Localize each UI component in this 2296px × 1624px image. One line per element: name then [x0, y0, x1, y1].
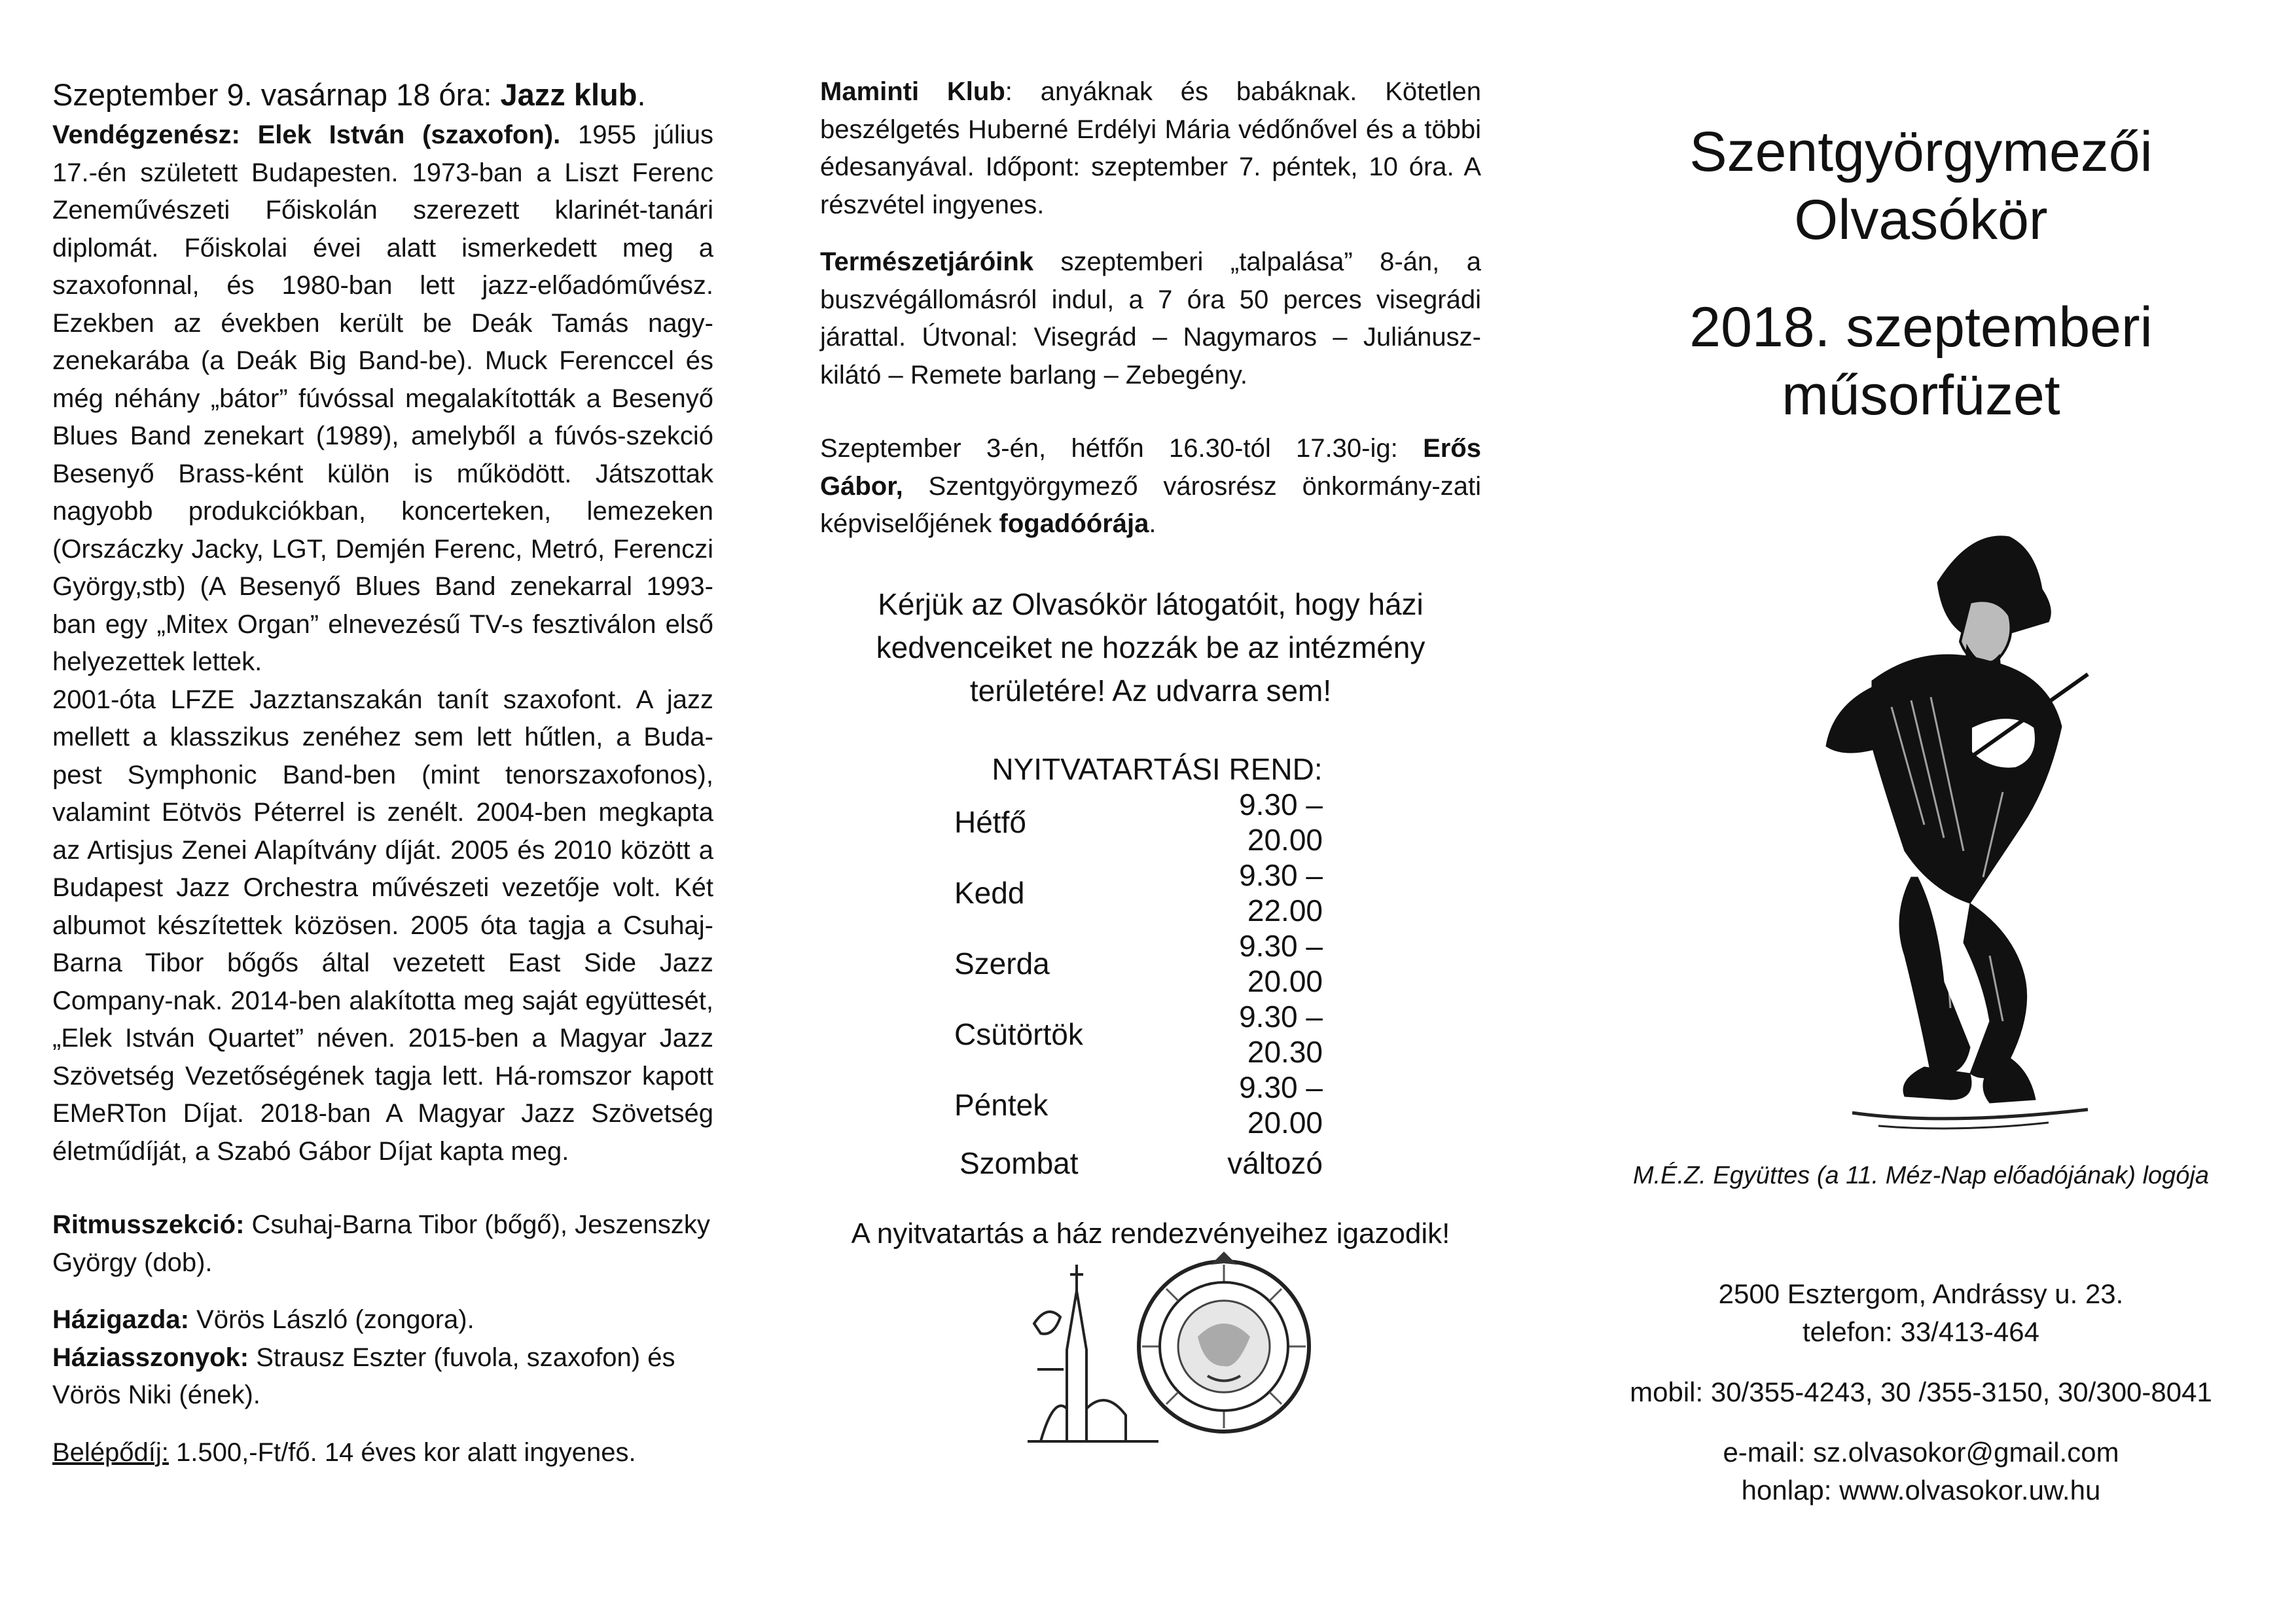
guest-bio-continued: 2001-óta LFZE Jazztanszakán tanít szaxofont. A jazz mellett a klasszikus zenéhez sem lett hűtlen, a Buda-pest Symphonic Band-ben (mint tenorszaxofonos), valamint Eötvös Péterrel is zenélt. 2004-ben megkapta az Artisjus Zenei Alapítvány díját. 2005 és 2010 között a Budapest Jazz Orchestra művészeti vezetője volt. Két albumot készítettek közösen. 2005 óta tagja a Csuhaj-Barna Tibor bőgős által vezetett East Side Jazz Company-nak. 2014-ben alakította meg saját együttesét, „Elek István Quartet” néven. 2015-ben a Magyar Jazz Szövetség Vezetőségének tagja lett. Há-romszor kapott EMeRTon Díjat. 2018-ban A Magyar Jazz Szövetség életműdíját, a Szabó Gábor Díjat kapta meg. — [52, 685, 713, 1166]
mobile: mobil: 30/355-4243, 30 /355-3150, 30/300-8041 — [1630, 1377, 2212, 1407]
hikers: Természetjáróink szeptemberi „talpalása” 8-án, a buszvégállomásról indul, a 7 óra 50 perces visegrádi járattal. Útvonal: Visegrád – Nagymaros – Juliánusz-kilátó – Remete barlang – Zebegény. — [820, 247, 1481, 389]
phone: telefon: 33/413-464 — [1803, 1316, 2039, 1347]
hours-row: Szombat változó — [960, 1146, 1323, 1180]
maminti-club: Maminti Klub: anyáknak és babáknak. Kötetlen beszélgetés Huberné Erdélyi Mária védőnővel és a többi édesanyával. Időpont: szeptember 7. péntek, 10 óra. A részvétel ingyenes. — [820, 77, 1481, 219]
fiddler-logo-illustration — [1774, 511, 2140, 1139]
host: Házigazda: Vörös László (zongora). — [52, 1305, 475, 1334]
hours-row: Kedd 9.30 – 22.00 — [954, 857, 1323, 928]
opening-hours-table — [954, 787, 1323, 1186]
hours-title: NYITVATARTÁSI REND: — [992, 751, 1323, 786]
jazz-club-heading: Szeptember 9. vasárnap 18 óra: Jazz klub. — [52, 77, 646, 112]
pets-notice: Kérjük az Olvasókör látogatóit, hogy házi kedvenceiket ne hozzák be az intézmény területére! Az udvarra sem! — [876, 586, 1426, 708]
logo-caption: M.É.Z. Együttes (a 11. Méz-Nap előadójának) logója — [1632, 1162, 2210, 1189]
entry-fee: Belépődíj: 1.500,-Ft/fő. 14 éves kor alatt ingyenes. — [52, 1437, 636, 1467]
column-jazz-club — [52, 73, 713, 1471]
seal-stamp-illustration — [1028, 1252, 1329, 1448]
hours-row: Csütörtök 9.30 – 20.30 — [954, 999, 1323, 1069]
email: e-mail: sz.olvasokor@gmail.com — [1723, 1437, 2119, 1468]
column-cover — [1590, 0, 2251, 1506]
hours-row: Hétfő 9.30 – 20.00 — [954, 787, 1323, 857]
address: 2500 Esztergom, Andrássy u. 23. — [1718, 1278, 2124, 1309]
guest-label: Vendégzenész: Elek István (szaxofon). — [52, 120, 561, 149]
hostesses: Háziasszonyok: Strausz Eszter (fuvola, szaxofon) és Vörös Niki (ének). — [52, 1343, 675, 1409]
org-name-line1: Szentgyörgymezői — [1689, 120, 2153, 183]
program-title-line1: 2018. szeptemberi — [1689, 296, 2153, 359]
hours-row: Szerda 9.30 – 20.00 — [954, 928, 1323, 998]
column-programs — [820, 73, 1481, 1255]
hours-note: A nyitvatartás a ház rendezvényeihez igazodik! — [851, 1217, 1450, 1250]
hours-row: Péntek 9.30 – 20.00 — [954, 1070, 1323, 1140]
program-title-line2: műsorfüzet — [1782, 364, 2060, 427]
org-name-line2: Olvasókör — [1794, 189, 2048, 251]
guest-bio: Vendégzenész: Elek István (szaxofon). 1955 július 17.-én született Budapesten. 1973-ban a Liszt Ferenc Zeneművészeti Főiskolán szerezett klarinét-tanári diplomát. Főiskolai évei alatt ismerkedett meg a szaxofonnal, és 1980-ban lett jazz-előadóművész. Ezekben az években került be Deák Tamás nagy-zenekarába (a Deák Big Band-be). Muck Ferenccel és még néhány „bátor” fúvóssal megalakították a Besenyő Blues Band zenekart (1989), amelyből a fúvós-szekció Besenyő Brass-ként külön is működött. Játszottak nagyobb produkciókban, koncerteken, lemezeken (Orszáczky Jacky, LGT, Demjén Ferenc, Metró, Ferenczi György,stb) (A Besenyő Blues Band zenekarral 1993-ban egy „Mitex Organ” elnevezésű TV-s fesztiválon első helyezettek lettek. — [52, 120, 713, 676]
rhythm-section: Ritmusszekció: Csuhaj-Barna Tibor (bőgő), Jeszenszky György (dob). — [52, 1210, 710, 1277]
office-hours: Szeptember 3-én, hétfőn 16.30-tól 17.30-ig: Erős Gábor, Szentgyörgymező városrész önkormány-zati képviselőjének fogadóórája. — [820, 434, 1481, 538]
website: honlap: www.olvasokor.uw.hu — [1741, 1475, 2101, 1506]
